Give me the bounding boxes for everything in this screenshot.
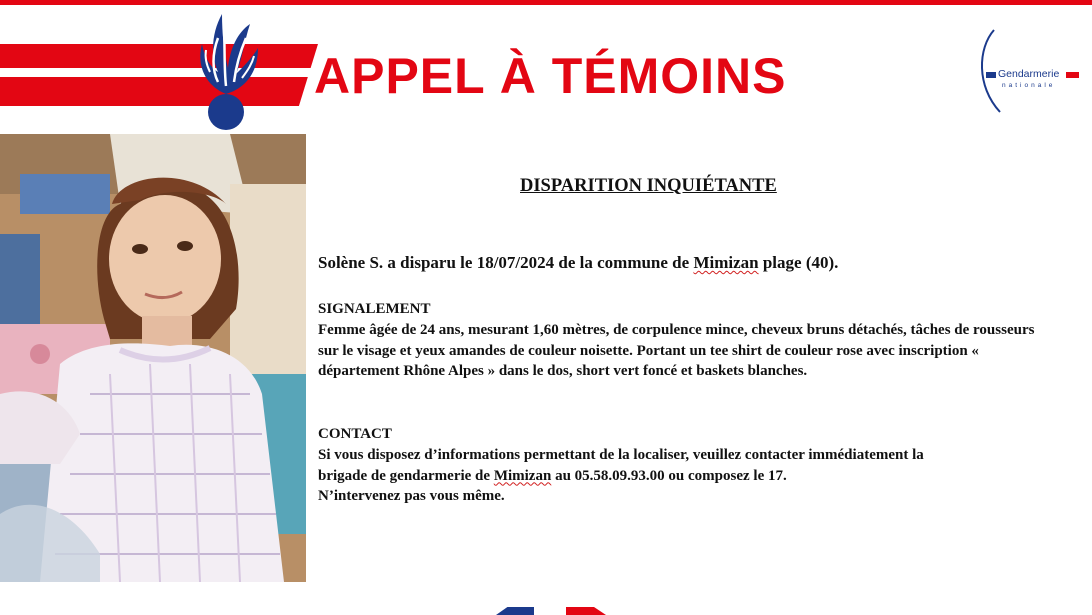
contact-label: CONTACT [318, 426, 392, 442]
statement-end: plage (40). [758, 253, 839, 272]
page-title: APPEL À TÉMOINS [314, 48, 787, 104]
contact-line-1: Si vous disposez d’informations permettant de la localiser, veuillez contacter immédiatement la [318, 447, 924, 463]
contact-place-name: Mimizan [493, 467, 552, 484]
top-red-rule [0, 0, 1092, 5]
footer-flag-red [566, 607, 606, 615]
logo-subtitle: nationale [1002, 82, 1056, 89]
contact-line-3: N’intervenez pas vous même. [318, 488, 505, 504]
signalement-description: Femme âgée de 24 ans, mesurant 1,60 mètres, de corpulence mince, cheveux bruns détachés, tâches de rousseurs sur le visage et yeux amandes de couleur noisette. Portant un tee shirt de couleur rose avec inscription « département Rhône Alpes » dans le dos, short vert foncé et baskets blanches. [318, 322, 1035, 379]
missing-person-photo [0, 134, 306, 582]
contact-line-2-start: brigade de gendarmerie de [318, 467, 494, 484]
gendarmerie-logo [976, 28, 1088, 114]
contact-line-2-end: au 05.58.09.93.00 ou composez le 17. [551, 467, 787, 484]
logo-blue-bar [986, 72, 996, 78]
statement-text: Solène S. a disparu le 18/07/2024 de la commune de [318, 253, 694, 272]
place-name: Mimizan [693, 253, 759, 272]
header-banner-stripe [0, 68, 316, 77]
signalement-label: SIGNALEMENT [318, 301, 431, 317]
footer-flag-blue [496, 607, 534, 615]
contact-line-2 [318, 466, 1078, 487]
disappearance-statement [318, 253, 838, 273]
logo-red-bar [1066, 72, 1079, 78]
notice-heading: DISPARITION INQUIÉTANTE [520, 176, 777, 196]
contact-text [318, 445, 1078, 507]
grenade-flame-icon [192, 8, 264, 134]
logo-wordmark: Gendarmerie [998, 68, 1060, 80]
